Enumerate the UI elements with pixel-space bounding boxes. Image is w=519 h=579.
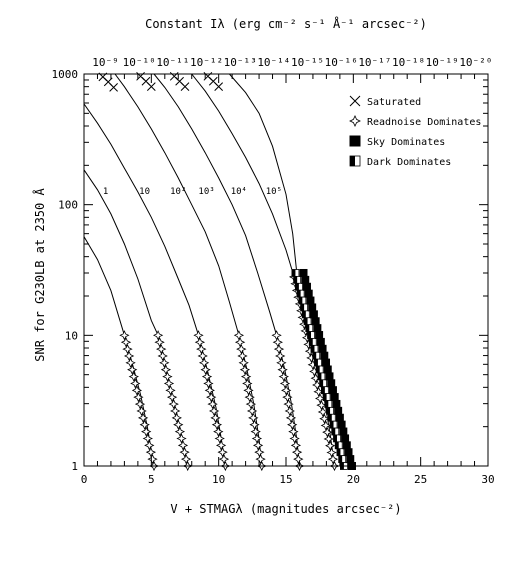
readnoise-marker bbox=[170, 400, 178, 408]
series-line-3 bbox=[115, 74, 262, 466]
axis-ticks bbox=[52, 68, 495, 486]
dark-marker-fill bbox=[294, 276, 298, 283]
dark-marker-fill bbox=[301, 304, 305, 311]
dark-marker-fill bbox=[292, 269, 296, 276]
dark-marker-fill bbox=[318, 373, 322, 380]
readnoise-marker bbox=[125, 352, 133, 360]
sky-marker bbox=[347, 456, 354, 463]
saturated-marker bbox=[215, 83, 223, 91]
dark-marker-fill bbox=[308, 332, 312, 339]
sky-marker bbox=[331, 394, 338, 401]
series-line-6 bbox=[229, 74, 296, 273]
readnoise-marker bbox=[194, 331, 202, 339]
sky-marker bbox=[342, 435, 349, 442]
dark-marker-fill bbox=[306, 325, 310, 332]
readnoise-marker bbox=[216, 434, 224, 442]
readnoise-marker bbox=[196, 338, 204, 346]
sky-marker bbox=[338, 421, 345, 428]
readnoise-marker bbox=[120, 331, 128, 339]
readnoise-marker bbox=[166, 386, 174, 394]
readnoise-marker bbox=[350, 116, 360, 126]
x-tick-label: 10 bbox=[212, 473, 226, 486]
sky-marker bbox=[302, 276, 309, 283]
sky-marker bbox=[333, 400, 340, 407]
readnoise-marker bbox=[327, 448, 335, 456]
sky-marker bbox=[336, 414, 343, 421]
readnoise-marker bbox=[179, 441, 187, 449]
curve-label: 10³ bbox=[198, 186, 215, 197]
y-axis-title: SNR for G230LB at 2350 Å bbox=[33, 188, 47, 362]
dark-marker-fill bbox=[335, 442, 339, 449]
top-tick-label: 10⁻¹² bbox=[189, 56, 224, 69]
sky-marker bbox=[350, 136, 360, 146]
sky-marker bbox=[312, 318, 319, 325]
sky-marker bbox=[309, 304, 316, 311]
readnoise-marker bbox=[168, 393, 176, 401]
readnoise-marker bbox=[220, 455, 228, 463]
readnoise-marker bbox=[253, 434, 261, 442]
legend bbox=[350, 96, 481, 168]
readnoise-marker bbox=[326, 442, 334, 450]
dark-marker-fill bbox=[309, 338, 313, 345]
sky-marker bbox=[316, 332, 323, 339]
chart-title: Constant Iλ (erg cm⁻² s⁻¹ Å⁻¹ arcsec⁻²) bbox=[145, 17, 427, 31]
readnoise-marker bbox=[256, 455, 264, 463]
saturated-marker bbox=[147, 83, 155, 91]
readnoise-marker bbox=[174, 421, 182, 429]
readnoise-marker bbox=[329, 455, 337, 463]
curve-label: 10⁴ bbox=[230, 186, 247, 197]
sky-marker bbox=[335, 407, 342, 414]
sky-marker bbox=[321, 352, 328, 359]
readnoise-marker bbox=[294, 455, 302, 463]
top-tick-label: 10⁻⁹ bbox=[92, 56, 119, 69]
readnoise-marker bbox=[144, 434, 152, 442]
readnoise-marker bbox=[182, 455, 190, 463]
readnoise-marker bbox=[177, 434, 185, 442]
dark-marker-fill bbox=[320, 380, 324, 387]
saturated-marker bbox=[110, 83, 118, 91]
x-tick-label: 0 bbox=[80, 473, 88, 486]
readnoise-marker bbox=[126, 359, 134, 367]
x-tick-label: 15 bbox=[279, 473, 293, 486]
dark-marker-fill bbox=[328, 414, 332, 421]
dark-marker-fill bbox=[333, 435, 337, 442]
sky-marker bbox=[328, 380, 335, 387]
x-tick-label: 25 bbox=[414, 473, 428, 486]
dark-marker-fill bbox=[339, 456, 343, 463]
readnoise-marker bbox=[272, 331, 280, 339]
sky-marker bbox=[319, 345, 326, 352]
series-line-2 bbox=[84, 104, 225, 466]
saturated-marker bbox=[181, 83, 189, 91]
y-tick-label: 1000 bbox=[51, 68, 78, 81]
readnoise-marker bbox=[122, 338, 130, 346]
curve-label: 10² bbox=[170, 186, 187, 197]
sky-marker bbox=[340, 428, 347, 435]
y-tick-label: 100 bbox=[58, 198, 78, 212]
readnoise-marker bbox=[163, 372, 171, 380]
dark-marker-fill bbox=[323, 394, 327, 401]
sky-marker bbox=[310, 311, 317, 318]
top-tick-label: 10⁻¹³ bbox=[223, 56, 257, 69]
sky-marker bbox=[307, 297, 314, 304]
readnoise-marker bbox=[147, 448, 155, 456]
top-tick-label: 10⁻¹⁹ bbox=[425, 56, 459, 69]
readnoise-marker bbox=[160, 359, 168, 367]
dark-marker-fill bbox=[350, 156, 355, 166]
top-tick-label: 10⁻¹⁶ bbox=[324, 56, 358, 69]
legend-label-dark: Dark Dominates bbox=[367, 157, 452, 168]
readnoise-marker bbox=[148, 455, 156, 463]
curve-label: 10 bbox=[139, 186, 151, 197]
legend-label-readnoise: Readnoise Dominates bbox=[367, 117, 482, 128]
readnoise-marker bbox=[292, 441, 300, 449]
top-tick-label: 10⁻¹⁵ bbox=[290, 56, 325, 69]
readnoise-marker bbox=[236, 338, 244, 346]
dark-marker-fill bbox=[313, 352, 317, 359]
dark-marker-fill bbox=[337, 449, 341, 456]
readnoise-marker bbox=[237, 345, 245, 353]
readnoise-marker bbox=[276, 352, 284, 360]
sky-marker bbox=[300, 269, 307, 276]
legend-label-sky: Sky Dominates bbox=[367, 137, 446, 148]
sky-marker bbox=[343, 442, 350, 449]
readnoise-marker bbox=[290, 434, 298, 442]
readnoise-marker bbox=[145, 441, 153, 449]
x-axis-title: V + STMAGλ (magnitudes arcsec⁻²) bbox=[170, 502, 402, 516]
readnoise-marker bbox=[197, 345, 205, 353]
y-tick-label: 10 bbox=[64, 329, 78, 343]
dark-marker-fill bbox=[327, 407, 331, 414]
x-tick-label: 5 bbox=[148, 473, 155, 486]
readnoise-marker bbox=[240, 359, 248, 367]
dark-marker-fill bbox=[302, 311, 306, 318]
readnoise-marker bbox=[218, 448, 226, 456]
readnoise-marker bbox=[180, 448, 188, 456]
dark-marker-fill bbox=[321, 387, 325, 394]
readnoise-marker bbox=[201, 366, 209, 374]
top-tick-label: 10⁻¹⁸ bbox=[391, 56, 426, 69]
readnoise-marker bbox=[235, 331, 243, 339]
sky-marker bbox=[314, 325, 321, 332]
plot-frame bbox=[84, 74, 488, 466]
readnoise-marker bbox=[200, 359, 208, 367]
readnoise-marker bbox=[162, 366, 170, 374]
top-tick-label: 10⁻¹⁷ bbox=[358, 56, 392, 69]
readnoise-marker bbox=[173, 414, 181, 422]
dark-marker-fill bbox=[332, 428, 336, 435]
markers bbox=[99, 72, 356, 470]
readnoise-marker bbox=[254, 441, 262, 449]
dark-marker-fill bbox=[311, 345, 315, 352]
sky-marker bbox=[305, 290, 312, 297]
x-tick-label: 20 bbox=[346, 473, 360, 486]
readnoise-marker bbox=[214, 427, 222, 435]
dark-marker-fill bbox=[330, 421, 334, 428]
readnoise-marker bbox=[155, 338, 163, 346]
dark-marker-fill bbox=[316, 366, 320, 373]
sky-marker bbox=[317, 338, 324, 345]
legend-label-saturated: Saturated bbox=[367, 97, 422, 108]
sky-marker bbox=[324, 366, 331, 373]
readnoise-marker bbox=[123, 345, 131, 353]
readnoise-marker bbox=[275, 345, 283, 353]
sky-marker bbox=[326, 373, 333, 380]
readnoise-marker bbox=[255, 448, 263, 456]
readnoise-marker bbox=[274, 338, 282, 346]
readnoise-marker bbox=[217, 441, 225, 449]
dark-marker-fill bbox=[295, 283, 299, 290]
series-line-1 bbox=[84, 170, 188, 466]
sky-marker bbox=[345, 449, 352, 456]
sky-marker bbox=[329, 387, 336, 394]
readnoise-marker bbox=[154, 331, 162, 339]
readnoise-marker bbox=[238, 352, 246, 360]
curve-label: 10⁵ bbox=[265, 186, 283, 197]
dark-marker-fill bbox=[304, 318, 308, 325]
dark-marker-fill bbox=[314, 359, 318, 366]
top-tick-label: 10⁻¹⁴ bbox=[257, 56, 291, 69]
dark-marker-fill bbox=[299, 297, 303, 304]
sky-marker bbox=[323, 359, 330, 366]
readnoise-marker bbox=[165, 379, 173, 387]
readnoise-marker bbox=[293, 448, 301, 456]
readnoise-marker bbox=[157, 345, 165, 353]
readnoise-marker bbox=[176, 427, 184, 435]
top-axis bbox=[92, 56, 492, 69]
x-tick-label: 30 bbox=[481, 473, 495, 486]
sky-marker bbox=[303, 283, 310, 290]
dark-marker-fill bbox=[297, 290, 301, 297]
readnoise-marker bbox=[171, 407, 179, 415]
readnoise-marker bbox=[159, 352, 167, 360]
curve-label: 1 bbox=[102, 186, 109, 197]
top-tick-label: 10⁻¹⁰ bbox=[122, 56, 156, 69]
y-tick-label: 1 bbox=[71, 460, 78, 473]
top-tick-label: 10⁻²⁰ bbox=[459, 56, 493, 69]
saturated-marker bbox=[350, 96, 360, 106]
dark-marker-fill bbox=[325, 400, 329, 407]
readnoise-marker bbox=[199, 352, 207, 360]
top-tick-label: 10⁻¹¹ bbox=[156, 56, 190, 69]
